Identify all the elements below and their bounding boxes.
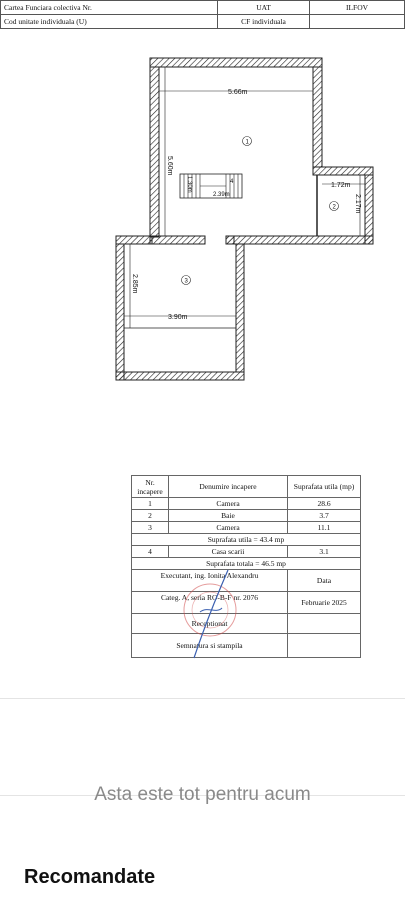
room-1-marker xyxy=(243,137,252,146)
dim-room1-width: 5.66m xyxy=(228,89,248,96)
dim-room1-height: 5.60m xyxy=(166,156,173,176)
useful-total: Suprafata utila = 43.4 mp xyxy=(132,534,361,546)
dim-stair-width: 2.39m xyxy=(213,192,230,198)
categ: Categ. A, seria RO-B-F nr. 2076 xyxy=(132,592,288,614)
svg-text:3: 3 xyxy=(184,278,188,285)
uat-label: UAT xyxy=(218,1,310,15)
floor-plan xyxy=(0,46,405,396)
stair-number: 4 xyxy=(230,179,234,185)
grand-total: Suprafata totala = 46.5 mp xyxy=(132,558,361,570)
room-2-marker xyxy=(330,202,339,211)
date-value: Februarie 2025 xyxy=(288,592,361,614)
end-of-feed-text: Asta este tot pentru acum xyxy=(94,784,311,805)
rooms-table xyxy=(131,475,361,658)
cf-individuala-label: CF individuala xyxy=(218,15,310,29)
room-3-marker xyxy=(182,276,191,285)
cartea-funciara-label: Cartea Funciara colectiva Nr. xyxy=(1,1,218,15)
table-row: 3 Camera 11.1 xyxy=(132,522,361,534)
table-row: 4 Casa scarii 3.1 xyxy=(132,546,361,558)
data-label: Data xyxy=(288,570,361,592)
uat-value: ILFOV xyxy=(310,1,405,15)
dim-stair-height: 1.30m xyxy=(186,176,192,193)
svg-text:2: 2 xyxy=(332,204,336,211)
svg-text:1: 1 xyxy=(245,139,249,146)
semnatura: Semnatura si stampila xyxy=(132,634,288,658)
table-row: 1 Camera 28.6 xyxy=(132,498,361,510)
staircase xyxy=(180,174,242,198)
divider xyxy=(0,698,405,699)
dim-room2-width: 1.72m xyxy=(331,182,351,189)
col-area-header: Suprafata utila (mp) xyxy=(288,476,361,498)
executant: Executant, ing. Ionita Alexandru xyxy=(132,570,288,592)
table-row: 2 Baie 3.7 xyxy=(132,510,361,522)
walls xyxy=(116,58,373,380)
cf-individuala-value xyxy=(310,15,405,29)
dim-room2-height: 2.17m xyxy=(354,194,361,214)
dim-room3-width: 3.90m xyxy=(168,314,188,321)
dim-room3-height: 2.85m xyxy=(131,274,138,294)
col-name-header: Denumire incapere xyxy=(169,476,288,498)
cod-unitate-label: Cod unitate individuala (U) xyxy=(1,15,218,29)
recommended-section-title: Recomandate xyxy=(24,866,156,888)
cadastral-header-table xyxy=(0,0,405,29)
receptionat: Receptionat xyxy=(132,614,288,634)
col-nr-header: Nr. incapere xyxy=(132,476,169,498)
